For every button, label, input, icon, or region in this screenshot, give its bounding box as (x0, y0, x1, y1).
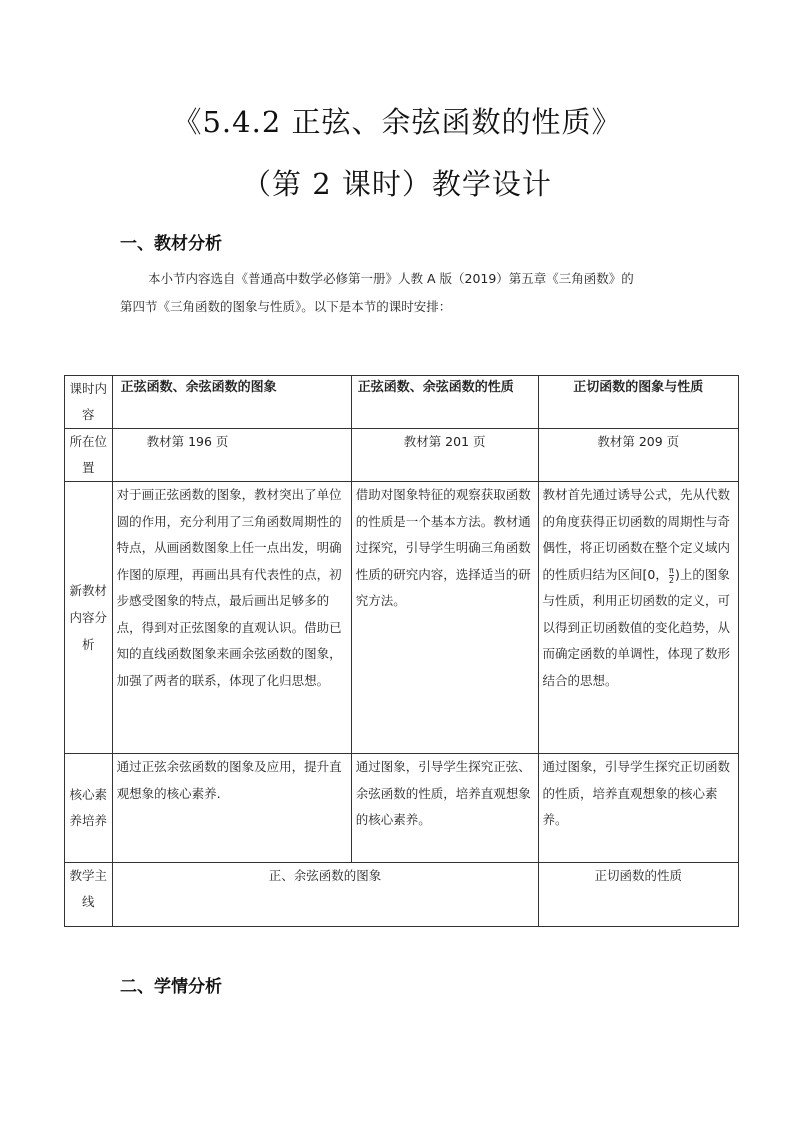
table-cell: 正切函数的图象与性质 (538, 376, 739, 429)
table-cell: 通过正弦余弦函数的图象及应用，提升直观想象的核心素养. (112, 754, 351, 863)
fraction-numerator: π (668, 565, 674, 575)
pi-over-2-fraction (669, 566, 674, 585)
table-row (65, 863, 739, 927)
table-row (65, 376, 739, 429)
table-cell: 通过图象，引导学生探究正弦、余弦函数的性质，培养直观想象的核心素养。 (351, 754, 538, 863)
cell-text-part: )上的图象与性质，利用正切函数的定义，可以得到正切函数值的变化趋势，从而确定函数的单调性，体现了数形结合的思想。 (542, 566, 731, 688)
table-cell: 正弦函数、余弦函数的图象 (112, 376, 351, 429)
document-subtitle: （第 2 课时）教学设计 (242, 167, 552, 201)
table-cell: 教材第 209 页 (538, 429, 739, 482)
cell-text-part: 教材首先通过诱导公式，先从代数的角度获得正切函数的周期性与奇偶性，将正切函数在整个定义域内的性质归结为区间[0， (542, 487, 731, 582)
section-heading-student-analysis: 二、学情分析 (120, 977, 222, 997)
table-row (65, 482, 739, 754)
lesson-schedule-table (64, 375, 739, 927)
document-title: 《5.4.2 正弦、余弦函数的性质》 (172, 105, 622, 139)
table-cell: 正弦函数、余弦函数的性质 (351, 376, 538, 429)
fraction-denominator: 2 (668, 575, 674, 585)
row-label: 所在位置 (65, 429, 113, 482)
table-row (65, 429, 739, 482)
row-label: 核心素养培养 (65, 754, 113, 863)
table-cell: 正、余弦函数的图象 (112, 863, 538, 927)
intro-paragraph-line1: 本小节内容选自《普通高中数学必修第一册》人教 A 版（2019）第五章《三角函数》的 (148, 271, 634, 286)
table-cell: 对于画正弦函数的图象，教材突出了单位圆的作用，充分利用了三角函数周期性的特点，从画函数图象上任一点出发，明确作图的原理，再画出具有代表性的点，初步感受图象的特点，最后画出足够多的点，得到对正弦图象的直观认识。借助已知的直线函数图象来画余弦函数的图象，加强了两者的联系，体现了化归思想。 (112, 482, 351, 754)
row-label: 课时内容 (65, 376, 113, 429)
section-heading-textbook-analysis: 一、教材分析 (120, 234, 222, 254)
table-row (65, 754, 739, 863)
row-label: 教学主线 (65, 863, 113, 927)
table-cell: 教材第 196 页 (112, 429, 351, 482)
table-cell: 教材第 201 页 (351, 429, 538, 482)
table-cell (538, 482, 739, 754)
table-cell: 借助对图象特征的观察获取函数的性质是一个基本方法。教材通过探究，引导学生明确三角函数性质的研究内容，选择适当的研究方法。 (351, 482, 538, 754)
row-label: 新教材内容分析 (65, 482, 113, 754)
table-cell: 正切函数的性质 (538, 863, 739, 927)
table-cell: 通过图象，引导学生探究正切函数的性质，培养直观想象的核心素养。 (538, 754, 739, 863)
intro-paragraph-line2: 第四节《三角函数的图象与性质》。以下是本节的课时安排： (120, 299, 452, 314)
